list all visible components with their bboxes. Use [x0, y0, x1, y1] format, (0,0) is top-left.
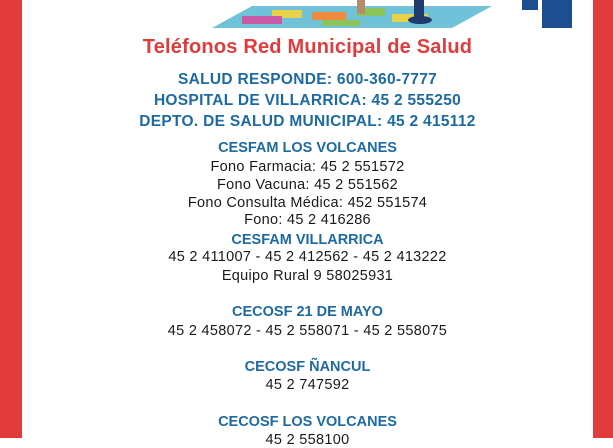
hospital-villarrica-line: HOSPITAL DE VILLARRICA: 45 2 555250: [153, 92, 462, 109]
equipo-rural-line: Equipo Rural 9 58025931: [221, 268, 394, 284]
cesfam-villarrica-phones: 45 2 411007 - 45 2 412562 - 45 2 413222: [168, 249, 447, 265]
salud-responde-line: SALUD RESPONDE: 600-360-7777: [177, 71, 438, 88]
header-illustration: [22, 0, 593, 28]
depto-salud-line: DEPTO. DE SALUD MUNICIPAL: 45 2 415112: [139, 113, 476, 130]
illustration-graphic: [22, 0, 593, 28]
fono-farmacia-line: Fono Farmacia: 45 2 551572: [210, 159, 405, 175]
cesfam-villarrica-heading: CESFAM VILLARRICA: [231, 232, 384, 248]
cecosf-21-mayo-heading: CECOSF 21 DE MAYO: [232, 304, 383, 320]
left-frame: [0, 0, 22, 438]
cecosf-nancul-phone: 45 2 747592: [265, 377, 350, 393]
right-frame: [593, 0, 613, 438]
cecosf-nancul-heading: CECOSF ÑANCUL: [244, 359, 371, 375]
cecosf-21-mayo-phones: 45 2 458072 - 45 2 558071 - 45 2 558075: [167, 323, 448, 339]
cecosf-los-volcanes-phone: 45 2 558100: [265, 432, 350, 448]
cesfam-los-volcanes-heading: CESFAM LOS VOLCANES: [218, 140, 397, 156]
cecosf-los-volcanes-heading: CECOSF LOS VOLCANES: [218, 414, 397, 430]
content-panel: [22, 28, 593, 448]
fono-consulta-line: Fono Consulta Médica: 452 551574: [187, 195, 428, 211]
fono-vacuna-line: Fono Vacuna: 45 2 551562: [216, 177, 399, 193]
fono-line: Fono: 45 2 416286: [244, 212, 371, 228]
page-title: Teléfonos Red Municipal de Salud: [142, 36, 473, 58]
